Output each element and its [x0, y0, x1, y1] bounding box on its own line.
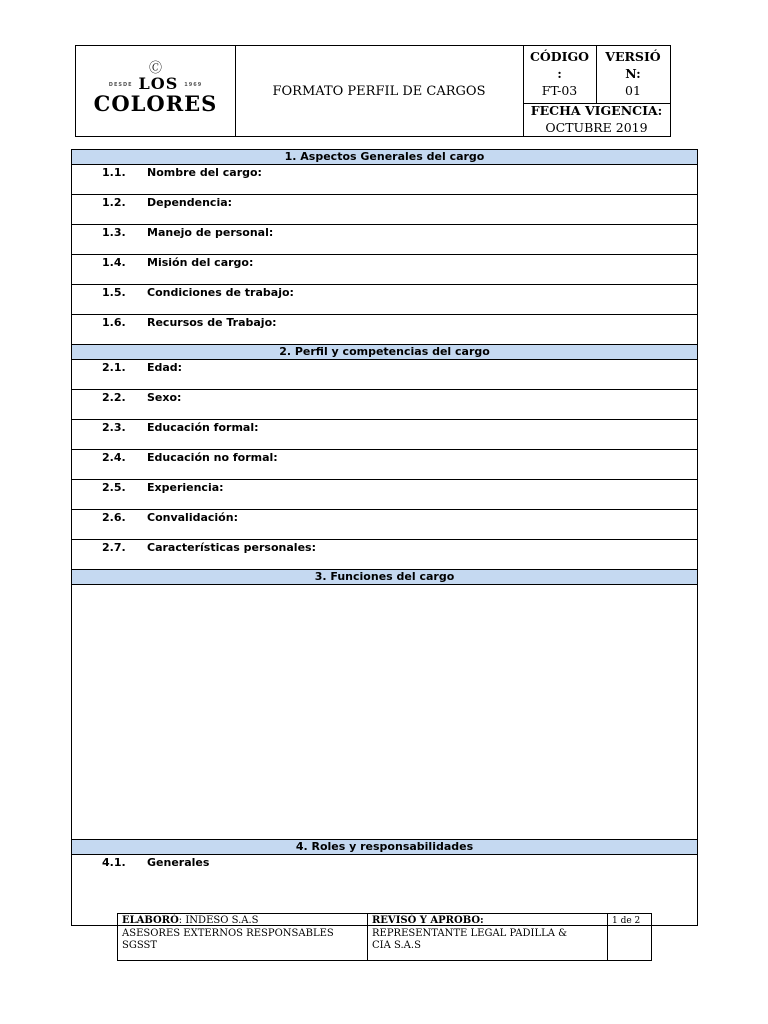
- profile-form: [71, 149, 698, 926]
- row-label: Misión del cargo:: [147, 256, 254, 269]
- reviso-label: REVISÓ Y APROBO:: [372, 915, 484, 926]
- row-label: Recursos de Trabajo:: [147, 316, 277, 329]
- row-label: Experiencia:: [147, 481, 224, 494]
- row-label: Dependencia:: [147, 196, 233, 209]
- form-row[interactable]: [72, 540, 697, 570]
- row-number: 4.1.: [102, 856, 126, 869]
- form-row[interactable]: [72, 510, 697, 540]
- reviso-line-3: CIA S.A.S: [372, 940, 421, 951]
- version-label-2: N:: [625, 66, 641, 81]
- form-row[interactable]: [72, 390, 697, 420]
- fecha-label: FECHA VIGENCIA:: [530, 103, 663, 118]
- row-label: Generales: [147, 856, 210, 869]
- code-value: FT-03: [541, 83, 578, 98]
- document-title: FORMATO PERFIL DE CARGOS: [235, 46, 524, 136]
- form-row[interactable]: [72, 420, 697, 450]
- elaboro-line-2: ASESORES EXTERNOS RESPONSABLES: [122, 927, 334, 939]
- row-number: 2.7.: [102, 541, 126, 554]
- version-value: 01: [625, 83, 641, 98]
- row-number: 1.1.: [102, 166, 126, 179]
- row-label: Características personales:: [147, 541, 316, 554]
- section-2-header: 2. Perfil y competencias del cargo: [72, 345, 697, 360]
- reviso-line-2: REPRESENTANTE LEGAL PADILLA &: [372, 927, 568, 939]
- form-row[interactable]: [72, 315, 697, 345]
- row-label: Educación formal:: [147, 421, 259, 434]
- row-number: 2.5.: [102, 481, 126, 494]
- logo-year-label: 1969: [184, 81, 203, 88]
- row-label: Condiciones de trabajo:: [147, 286, 294, 299]
- code-label: CÓDIGO: [529, 49, 590, 64]
- row-number: 2.1.: [102, 361, 126, 374]
- company-logo: [76, 46, 236, 136]
- version-label: VERSIÓ: [605, 49, 661, 64]
- row-number: 2.3.: [102, 421, 126, 434]
- row-number: 1.4.: [102, 256, 126, 269]
- fecha-value: OCTUBRE 2019: [545, 120, 648, 135]
- section-4-header: 4. Roles y responsabilidades: [72, 840, 697, 855]
- form-row[interactable]: [72, 480, 697, 510]
- row-number: 1.3.: [102, 226, 126, 239]
- elaboro-value: : INDESO S.A.S: [178, 915, 259, 926]
- version-cell: [596, 46, 670, 104]
- logo-line-1: LOS: [138, 74, 179, 93]
- row-number: 2.4.: [102, 451, 126, 464]
- row-label: Educación no formal:: [147, 451, 278, 464]
- fecha-cell: [523, 101, 670, 137]
- row-number: 2.2.: [102, 391, 126, 404]
- form-row[interactable]: [72, 225, 697, 255]
- form-row[interactable]: [72, 450, 697, 480]
- section-3-header: 3. Funciones del cargo: [72, 570, 697, 585]
- document-footer: [117, 913, 652, 961]
- row-label: Edad:: [147, 361, 183, 374]
- form-row[interactable]: [72, 195, 697, 225]
- row-label: Convalidación:: [147, 511, 238, 524]
- row-number: 1.2.: [102, 196, 126, 209]
- row-number: 2.6.: [102, 511, 126, 524]
- row-number: 1.6.: [102, 316, 126, 329]
- logo-emblem-icon: 🄫: [148, 61, 162, 76]
- form-row[interactable]: [72, 285, 697, 315]
- page-number: 1 de 2: [612, 916, 641, 926]
- form-row[interactable]: [72, 165, 697, 195]
- code-label-colon: :: [557, 66, 562, 81]
- elaboro-line-3: SGSST: [122, 940, 158, 951]
- logo-line-2: COLORES: [93, 90, 218, 116]
- row-number: 1.5.: [102, 286, 126, 299]
- elaboro-label: ELABORÓ: [122, 915, 179, 926]
- form-row[interactable]: [72, 255, 697, 285]
- funciones-text-area[interactable]: [72, 585, 697, 840]
- row-label: Manejo de personal:: [147, 226, 274, 239]
- elaboro-cell: [118, 914, 368, 960]
- section-1-header: 1. Aspectos Generales del cargo: [72, 150, 697, 165]
- code-cell: [523, 46, 597, 104]
- reviso-cell: [368, 914, 608, 960]
- row-label: Sexo:: [147, 391, 182, 404]
- logo-since-label: DESDE: [108, 81, 133, 88]
- row-label: Nombre del cargo:: [147, 166, 262, 179]
- form-row[interactable]: [72, 360, 697, 390]
- document-header: [75, 45, 671, 137]
